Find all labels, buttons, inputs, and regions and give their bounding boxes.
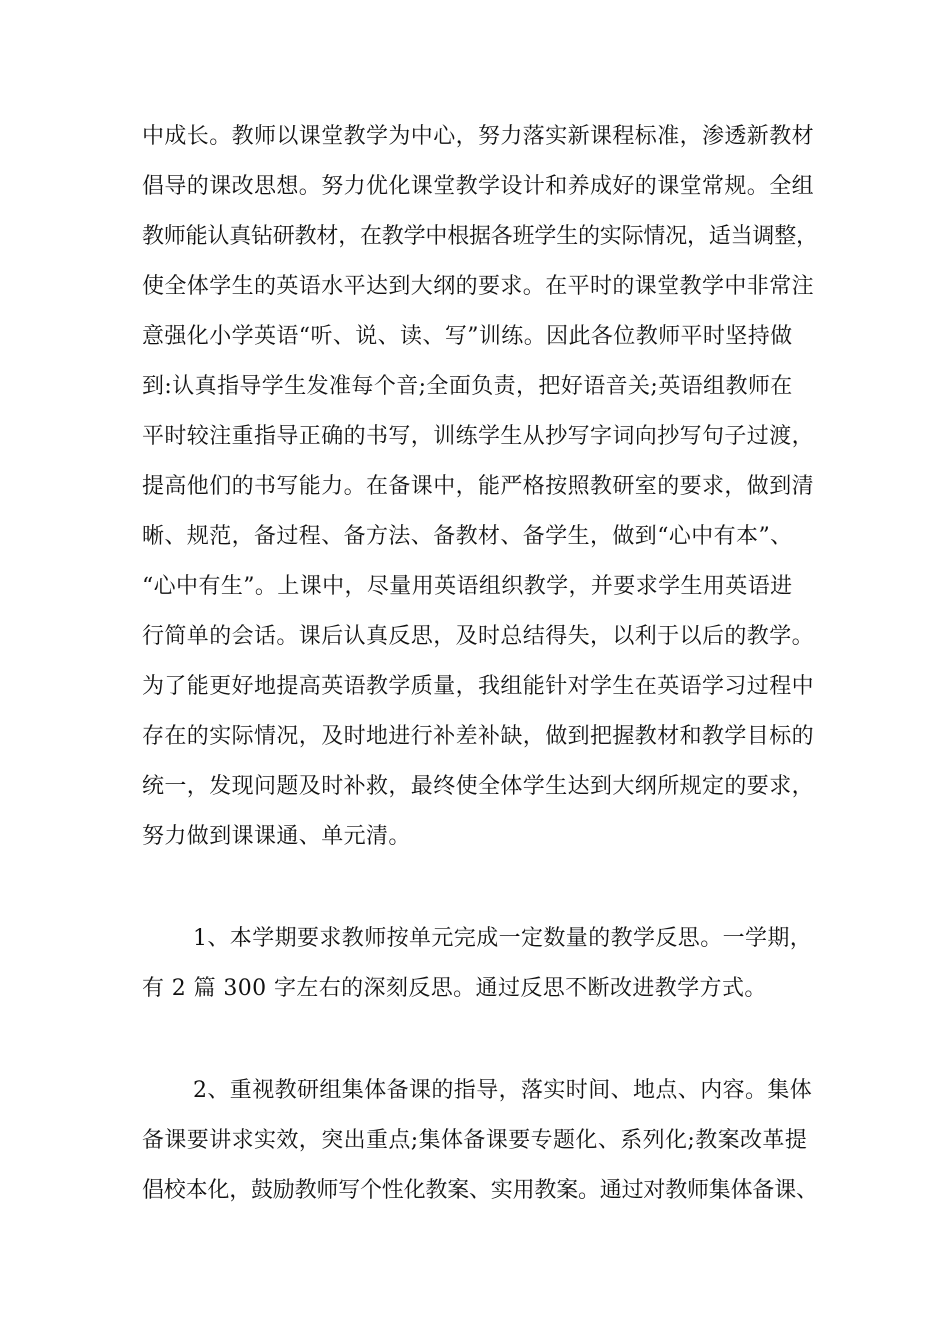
paragraph-1-line-4: 使全体学生的英语水平达到大纲的要求。在平时的课堂教学中非常注	[142, 274, 815, 299]
paragraph-1-line-5: 意强化小学英语“听、说、读、写”训练。因此各位教师平时坚持做	[142, 324, 793, 349]
paragraph-1-line-9: 晰、规范，备过程、备方法、备教材、备学生，做到“心中有本”、	[142, 524, 793, 549]
paragraph-3-line-1: 2、重视教研组集体备课的指导，落实时间、地点、内容。集体	[193, 1078, 813, 1103]
paragraph-1-line-12: 为了能更好地提高英语教学质量，我组能针对学生在英语学习过程中	[142, 674, 815, 699]
paragraph-1-line-11: 行简单的会话。课后认真反思，及时总结得失，以利于以后的教学。	[142, 624, 815, 649]
paragraph-1-line-13: 存在的实际情况，及时地进行补差补缺，做到把握教材和教学目标的	[142, 724, 815, 749]
paragraph-1-line-10: “心中有生”。上课中，尽量用英语组织教学，并要求学生用英语进	[142, 574, 793, 599]
paragraph-1-line-2: 倡导的课改思想。努力优化课堂教学设计和养成好的课堂常规。全组	[142, 174, 815, 199]
paragraph-2-line-1: 1、本学期要求教师按单元完成一定数量的教学反思。一学期，	[193, 926, 813, 951]
paragraph-1-line-3: 教师能认真钻研教材，在教学中根据各班学生的实际情况，适当调整，	[142, 224, 818, 249]
paragraph-1-line-1: 中成长。教师以课堂教学为中心，努力落实新课程标准，渗透新教材	[142, 124, 815, 149]
paragraph-1-line-14: 统一，发现问题及时补救，最终使全体学生达到大纲所规定的要求，	[142, 774, 815, 799]
paragraph-1-line-6: 到:认真指导学生发准每个音;全面负责，把好语音关;英语组教师在	[142, 374, 793, 399]
paragraph-2-line-2: 有 2 篇 300 字左右的深刻反思。通过反思不断改进教学方式。	[142, 976, 767, 1001]
paragraph-1-line-8: 提高他们的书写能力。在备课中，能严格按照教研室的要求，做到清	[142, 474, 815, 499]
paragraph-3-line-3: 倡校本化，鼓励教师写个性化教案、实用教案。通过对教师集体备课、	[142, 1178, 818, 1203]
paragraph-3-line-2: 备课要讲求实效，突出重点;集体备课要专题化、系列化;教案改革提	[142, 1128, 808, 1153]
paragraph-1-line-7: 平时较注重指导正确的书写，训练学生从抄写字词向抄写句子过渡，	[142, 424, 815, 449]
paragraph-1-line-15: 努力做到课课通、单元清。	[142, 824, 411, 849]
